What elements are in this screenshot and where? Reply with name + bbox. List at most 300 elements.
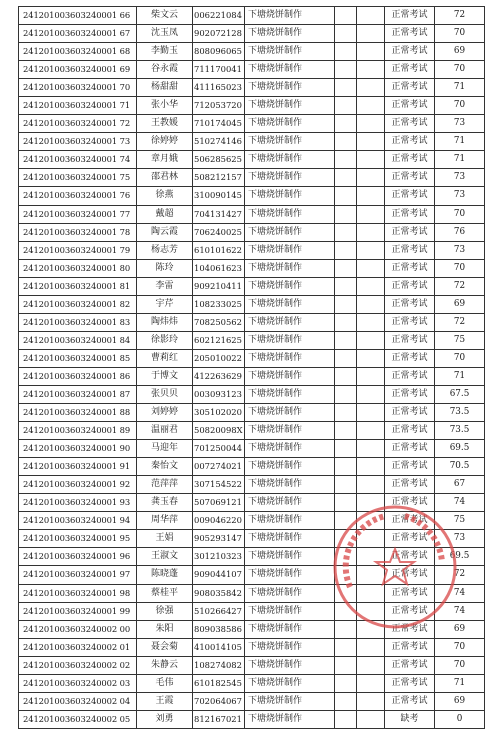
- row-name: 柴文云: [137, 7, 193, 25]
- table-row: [19, 223, 485, 241]
- row-blank-b: [357, 331, 385, 349]
- row-project: 下塘烧饼制作: [245, 566, 335, 584]
- row-score: 69: [435, 43, 485, 61]
- row-id-suffix: 909044107: [193, 566, 245, 584]
- row-blank-b: [357, 277, 385, 295]
- row-project: 下塘烧饼制作: [245, 530, 335, 548]
- row-status: 正常考试: [385, 61, 435, 79]
- row-id-suffix: 710174045: [193, 115, 245, 133]
- table-row: [19, 277, 485, 295]
- row-score: 73: [435, 530, 485, 548]
- row-score: 71: [435, 79, 485, 97]
- row-id-suffix: 510266427: [193, 602, 245, 620]
- row-score: 69: [435, 620, 485, 638]
- row-blank-b: [357, 404, 385, 422]
- row-exam-id: 241201003603240001 69: [19, 61, 137, 79]
- row-blank-a: [335, 385, 357, 403]
- row-project: 下塘烧饼制作: [245, 674, 335, 692]
- row-id-suffix: 711170041: [193, 61, 245, 79]
- row-blank-a: [335, 295, 357, 313]
- row-exam-id: 241201003603240001 83: [19, 313, 137, 331]
- row-score: 70: [435, 349, 485, 367]
- row-project: 下塘烧饼制作: [245, 638, 335, 656]
- row-exam-id: 241201003603240001 85: [19, 349, 137, 367]
- row-blank-a: [335, 133, 357, 151]
- row-blank-a: [335, 7, 357, 25]
- row-score: 69: [435, 692, 485, 710]
- row-id-suffix: 908035842: [193, 584, 245, 602]
- row-project: 下塘烧饼制作: [245, 476, 335, 494]
- row-score: 74: [435, 584, 485, 602]
- row-project: 下塘烧饼制作: [245, 584, 335, 602]
- row-id-suffix: 610182545: [193, 674, 245, 692]
- row-status: 正常考试: [385, 656, 435, 674]
- row-project: 下塘烧饼制作: [245, 440, 335, 458]
- table-row: [19, 458, 485, 476]
- row-id-suffix: 610101622: [193, 241, 245, 259]
- row-project: 下塘烧饼制作: [245, 25, 335, 43]
- row-id-suffix: 701250044: [193, 440, 245, 458]
- row-blank-b: [357, 187, 385, 205]
- row-status: 正常考试: [385, 440, 435, 458]
- row-blank-a: [335, 584, 357, 602]
- row-name: 徐强: [137, 602, 193, 620]
- row-score: 70: [435, 259, 485, 277]
- row-status: 正常考试: [385, 620, 435, 638]
- row-exam-id: 241201003603240001 66: [19, 7, 137, 25]
- row-status: 正常考试: [385, 133, 435, 151]
- row-name: 徐婷婷: [137, 133, 193, 151]
- row-blank-b: [357, 638, 385, 656]
- row-blank-a: [335, 61, 357, 79]
- row-blank-a: [335, 349, 357, 367]
- row-status: 正常考试: [385, 692, 435, 710]
- row-project: 下塘烧饼制作: [245, 43, 335, 61]
- row-name: 张贝贝: [137, 385, 193, 403]
- row-score: 73: [435, 115, 485, 133]
- row-name: 徐燕: [137, 187, 193, 205]
- row-id-suffix: 301210323: [193, 548, 245, 566]
- row-score: 67: [435, 476, 485, 494]
- row-blank-a: [335, 115, 357, 133]
- row-id-suffix: 510274146: [193, 133, 245, 151]
- row-id-suffix: 007274021: [193, 458, 245, 476]
- row-name: 王教媛: [137, 115, 193, 133]
- row-project: 下塘烧饼制作: [245, 205, 335, 223]
- table-row: [19, 530, 485, 548]
- row-exam-id: 241201003603240001 80: [19, 259, 137, 277]
- row-status: 正常考试: [385, 458, 435, 476]
- row-exam-id: 241201003603240001 71: [19, 97, 137, 115]
- row-score: 70: [435, 97, 485, 115]
- row-project: 下塘烧饼制作: [245, 151, 335, 169]
- row-score: 69: [435, 295, 485, 313]
- row-score: 73: [435, 241, 485, 259]
- row-status: 缺考: [385, 710, 435, 728]
- row-project: 下塘烧饼制作: [245, 7, 335, 25]
- row-name: 于博文: [137, 367, 193, 385]
- row-status: 正常考试: [385, 25, 435, 43]
- row-project: 下塘烧饼制作: [245, 241, 335, 259]
- row-status: 正常考试: [385, 367, 435, 385]
- table-row: [19, 638, 485, 656]
- row-name: 陶云霞: [137, 223, 193, 241]
- table-row: [19, 476, 485, 494]
- row-id-suffix: 305102020: [193, 404, 245, 422]
- row-exam-id: 241201003603240001 70: [19, 79, 137, 97]
- row-blank-b: [357, 548, 385, 566]
- row-score: 70.5: [435, 458, 485, 476]
- row-project: 下塘烧饼制作: [245, 115, 335, 133]
- row-id-suffix: 508212157: [193, 169, 245, 187]
- row-id-suffix: 310090145: [193, 187, 245, 205]
- row-exam-id: 241201003603240001 78: [19, 223, 137, 241]
- row-score: 71: [435, 674, 485, 692]
- row-score: 73.5: [435, 422, 485, 440]
- row-exam-id: 241201003603240001 75: [19, 169, 137, 187]
- row-exam-id: 241201003603240001 97: [19, 566, 137, 584]
- row-name: 沈玉凤: [137, 25, 193, 43]
- row-status: 正常考试: [385, 277, 435, 295]
- row-id-suffix: 205010022: [193, 349, 245, 367]
- table-row: [19, 205, 485, 223]
- row-exam-id: 241201003603240001 82: [19, 295, 137, 313]
- row-name: 陈晓蓬: [137, 566, 193, 584]
- table-row: [19, 151, 485, 169]
- row-blank-a: [335, 530, 357, 548]
- row-exam-id: 241201003603240001 79: [19, 241, 137, 259]
- row-project: 下塘烧饼制作: [245, 404, 335, 422]
- row-blank-b: [357, 440, 385, 458]
- row-name: 张小华: [137, 97, 193, 115]
- row-exam-id: 241201003603240001 76: [19, 187, 137, 205]
- row-exam-id: 241201003603240001 94: [19, 512, 137, 530]
- row-score: 67.5: [435, 385, 485, 403]
- row-score: 73.5: [435, 404, 485, 422]
- row-score: 72: [435, 566, 485, 584]
- row-blank-a: [335, 674, 357, 692]
- table-row: [19, 115, 485, 133]
- row-id-suffix: 507069121: [193, 494, 245, 512]
- row-blank-b: [357, 61, 385, 79]
- row-name: 戴超: [137, 205, 193, 223]
- row-score: 73: [435, 169, 485, 187]
- row-exam-id: 241201003603240002 02: [19, 656, 137, 674]
- row-score: 76: [435, 223, 485, 241]
- row-blank-a: [335, 512, 357, 530]
- row-status: 正常考试: [385, 7, 435, 25]
- row-id-suffix: 006221084: [193, 7, 245, 25]
- row-blank-b: [357, 602, 385, 620]
- row-exam-id: 241201003603240001 68: [19, 43, 137, 61]
- table-row: [19, 61, 485, 79]
- row-blank-b: [357, 223, 385, 241]
- row-score: 70: [435, 638, 485, 656]
- row-name: 蔡桂平: [137, 584, 193, 602]
- row-exam-id: 241201003603240001 73: [19, 133, 137, 151]
- table-row: [19, 7, 485, 25]
- row-blank-a: [335, 367, 357, 385]
- row-blank-b: [357, 79, 385, 97]
- row-blank-a: [335, 277, 357, 295]
- row-exam-id: 241201003603240001 81: [19, 277, 137, 295]
- row-status: 正常考试: [385, 313, 435, 331]
- row-name: 范萍萍: [137, 476, 193, 494]
- table-row: [19, 97, 485, 115]
- row-project: 下塘烧饼制作: [245, 692, 335, 710]
- row-score: 72: [435, 277, 485, 295]
- row-blank-b: [357, 241, 385, 259]
- table-row: [19, 367, 485, 385]
- row-status: 正常考试: [385, 205, 435, 223]
- row-id-suffix: 411165023: [193, 79, 245, 97]
- row-exam-id: 241201003603240001 95: [19, 530, 137, 548]
- row-project: 下塘烧饼制作: [245, 602, 335, 620]
- row-blank-a: [335, 458, 357, 476]
- row-exam-id: 241201003603240001 91: [19, 458, 137, 476]
- row-score: 73: [435, 187, 485, 205]
- row-exam-id: 241201003603240002 03: [19, 674, 137, 692]
- row-blank-a: [335, 259, 357, 277]
- row-status: 正常考试: [385, 241, 435, 259]
- row-project: 下塘烧饼制作: [245, 494, 335, 512]
- row-blank-a: [335, 440, 357, 458]
- row-exam-id: 241201003603240001 87: [19, 385, 137, 403]
- row-project: 下塘烧饼制作: [245, 548, 335, 566]
- row-project: 下塘烧饼制作: [245, 385, 335, 403]
- row-score: 70: [435, 61, 485, 79]
- row-project: 下塘烧饼制作: [245, 331, 335, 349]
- row-id-suffix: 602121625: [193, 331, 245, 349]
- row-status: 正常考试: [385, 404, 435, 422]
- row-blank-a: [335, 692, 357, 710]
- row-name: 王娟: [137, 530, 193, 548]
- row-score: 72: [435, 7, 485, 25]
- row-project: 下塘烧饼制作: [245, 367, 335, 385]
- row-name: 谷永霞: [137, 61, 193, 79]
- row-project: 下塘烧饼制作: [245, 169, 335, 187]
- table-row: [19, 620, 485, 638]
- table-row: [19, 548, 485, 566]
- row-name: 陶炜炜: [137, 313, 193, 331]
- row-project: 下塘烧饼制作: [245, 620, 335, 638]
- row-blank-b: [357, 151, 385, 169]
- row-id-suffix: 410014105: [193, 638, 245, 656]
- table-row: [19, 440, 485, 458]
- row-status: 正常考试: [385, 476, 435, 494]
- row-project: 下塘烧饼制作: [245, 349, 335, 367]
- row-status: 正常考试: [385, 223, 435, 241]
- row-blank-a: [335, 638, 357, 656]
- row-name: 李勤玉: [137, 43, 193, 61]
- row-blank-b: [357, 205, 385, 223]
- row-exam-id: 241201003603240001 89: [19, 422, 137, 440]
- row-score: 71: [435, 367, 485, 385]
- row-blank-b: [357, 422, 385, 440]
- table-row: [19, 602, 485, 620]
- row-score: 74: [435, 494, 485, 512]
- row-status: 正常考试: [385, 115, 435, 133]
- row-blank-a: [335, 25, 357, 43]
- table-row: [19, 404, 485, 422]
- row-blank-b: [357, 349, 385, 367]
- row-blank-a: [335, 205, 357, 223]
- exam-score-table: [18, 6, 485, 729]
- row-blank-a: [335, 223, 357, 241]
- row-status: 正常考试: [385, 331, 435, 349]
- row-blank-b: [357, 295, 385, 313]
- row-name: 马迎年: [137, 440, 193, 458]
- row-blank-b: [357, 512, 385, 530]
- row-blank-a: [335, 79, 357, 97]
- row-status: 正常考试: [385, 512, 435, 530]
- row-exam-id: 241201003603240001 98: [19, 584, 137, 602]
- row-blank-b: [357, 115, 385, 133]
- row-score: 69.5: [435, 548, 485, 566]
- row-blank-b: [357, 385, 385, 403]
- row-blank-a: [335, 620, 357, 638]
- row-score: 0: [435, 710, 485, 728]
- table-row: [19, 187, 485, 205]
- row-exam-id: 241201003603240001 90: [19, 440, 137, 458]
- row-exam-id: 241201003603240002 01: [19, 638, 137, 656]
- row-id-suffix: 003093123: [193, 385, 245, 403]
- row-exam-id: 241201003603240002 04: [19, 692, 137, 710]
- row-id-suffix: 902072128: [193, 25, 245, 43]
- table-row: [19, 385, 485, 403]
- table-row: [19, 494, 485, 512]
- row-exam-id: 241201003603240001 86: [19, 367, 137, 385]
- row-exam-id: 241201003603240001 77: [19, 205, 137, 223]
- row-score: 71: [435, 151, 485, 169]
- row-id-suffix: 909210411: [193, 277, 245, 295]
- row-project: 下塘烧饼制作: [245, 277, 335, 295]
- table-row: [19, 313, 485, 331]
- row-name: 宇芹: [137, 295, 193, 313]
- row-blank-b: [357, 43, 385, 61]
- row-name: 曹莉红: [137, 349, 193, 367]
- row-exam-id: 241201003603240001 74: [19, 151, 137, 169]
- row-status: 正常考试: [385, 548, 435, 566]
- row-exam-id: 241201003603240001 88: [19, 404, 137, 422]
- row-status: 正常考试: [385, 43, 435, 61]
- row-project: 下塘烧饼制作: [245, 656, 335, 674]
- table-row: [19, 349, 485, 367]
- row-status: 正常考试: [385, 602, 435, 620]
- row-score: 75: [435, 512, 485, 530]
- row-blank-a: [335, 656, 357, 674]
- table-row: [19, 25, 485, 43]
- row-status: 正常考试: [385, 638, 435, 656]
- table-row: [19, 656, 485, 674]
- row-name: 毛伟: [137, 674, 193, 692]
- row-blank-b: [357, 710, 385, 728]
- row-id-suffix: 706240025: [193, 223, 245, 241]
- row-name: 温丽君: [137, 422, 193, 440]
- row-blank-a: [335, 566, 357, 584]
- row-blank-a: [335, 602, 357, 620]
- row-blank-b: [357, 25, 385, 43]
- row-project: 下塘烧饼制作: [245, 97, 335, 115]
- row-blank-b: [357, 584, 385, 602]
- row-name: 章月娥: [137, 151, 193, 169]
- table-row: [19, 169, 485, 187]
- row-blank-a: [335, 476, 357, 494]
- row-project: 下塘烧饼制作: [245, 259, 335, 277]
- row-blank-b: [357, 656, 385, 674]
- row-status: 正常考试: [385, 674, 435, 692]
- row-blank-a: [335, 97, 357, 115]
- row-name: 邵君林: [137, 169, 193, 187]
- score-sheet: [18, 6, 484, 729]
- row-blank-b: [357, 494, 385, 512]
- table-row: [19, 674, 485, 692]
- row-status: 正常考试: [385, 151, 435, 169]
- row-id-suffix: 108233025: [193, 295, 245, 313]
- row-exam-id: 241201003603240001 92: [19, 476, 137, 494]
- row-score: 71: [435, 133, 485, 151]
- row-status: 正常考试: [385, 169, 435, 187]
- row-exam-id: 241201003603240001 99: [19, 602, 137, 620]
- row-blank-a: [335, 43, 357, 61]
- table-row: [19, 422, 485, 440]
- row-exam-id: 241201003603240001 72: [19, 115, 137, 133]
- row-project: 下塘烧饼制作: [245, 458, 335, 476]
- row-exam-id: 241201003603240001 67: [19, 25, 137, 43]
- row-id-suffix: 009046220: [193, 512, 245, 530]
- row-blank-a: [335, 169, 357, 187]
- row-status: 正常考试: [385, 259, 435, 277]
- row-id-suffix: 812167021: [193, 710, 245, 728]
- row-blank-b: [357, 530, 385, 548]
- row-name: 朱阳: [137, 620, 193, 638]
- row-exam-id: 241201003603240002 05: [19, 710, 137, 728]
- row-blank-a: [335, 313, 357, 331]
- row-status: 正常考试: [385, 566, 435, 584]
- row-status: 正常考试: [385, 530, 435, 548]
- row-blank-b: [357, 620, 385, 638]
- row-project: 下塘烧饼制作: [245, 313, 335, 331]
- row-name: 聂会菊: [137, 638, 193, 656]
- row-id-suffix: 50820098X: [193, 422, 245, 440]
- row-status: 正常考试: [385, 79, 435, 97]
- row-blank-b: [357, 133, 385, 151]
- row-name: 王淑文: [137, 548, 193, 566]
- row-status: 正常考试: [385, 97, 435, 115]
- row-status: 正常考试: [385, 584, 435, 602]
- table-row: [19, 710, 485, 728]
- row-blank-a: [335, 331, 357, 349]
- row-project: 下塘烧饼制作: [245, 710, 335, 728]
- row-blank-a: [335, 548, 357, 566]
- row-blank-b: [357, 97, 385, 115]
- row-name: 龚玉春: [137, 494, 193, 512]
- row-id-suffix: 808096065: [193, 43, 245, 61]
- row-project: 下塘烧饼制作: [245, 187, 335, 205]
- table-row: [19, 512, 485, 530]
- row-score: 75: [435, 331, 485, 349]
- row-name: 杨甜甜: [137, 79, 193, 97]
- table-row: [19, 295, 485, 313]
- row-blank-b: [357, 566, 385, 584]
- row-blank-a: [335, 404, 357, 422]
- row-id-suffix: 712053720: [193, 97, 245, 115]
- row-id-suffix: 412263629: [193, 367, 245, 385]
- row-project: 下塘烧饼制作: [245, 61, 335, 79]
- row-blank-b: [357, 367, 385, 385]
- table-row: [19, 331, 485, 349]
- row-name: 刘婷婷: [137, 404, 193, 422]
